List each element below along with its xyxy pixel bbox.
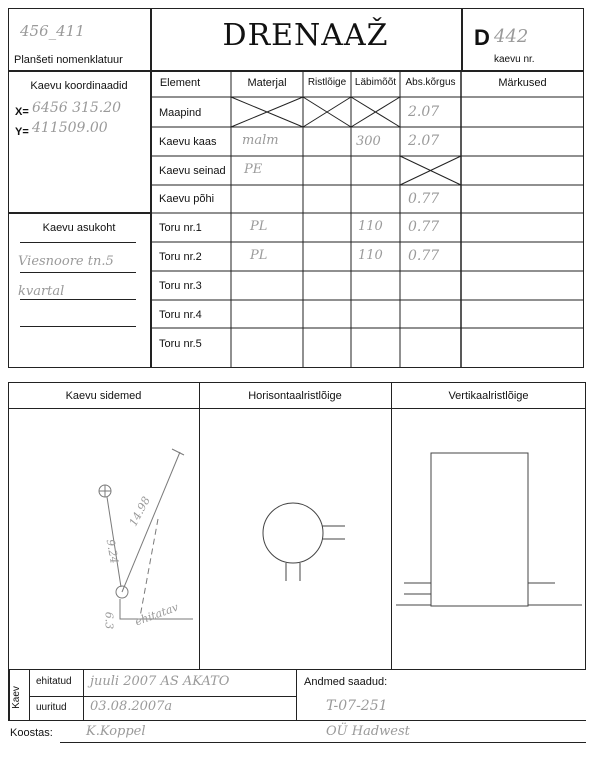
row-materjal: PL: [250, 248, 268, 263]
y-value: 411509.00: [32, 120, 108, 136]
well-label: [9, 688, 29, 708]
vertical-section-sketch: [392, 409, 587, 669]
divider: [20, 299, 136, 300]
row-element: Toru nr.3: [159, 280, 202, 292]
well-label-text: Kaev: [10, 686, 22, 709]
element-table: [150, 70, 584, 368]
divider: [29, 670, 30, 720]
row-materjal: malm: [242, 133, 279, 148]
coordinates-label: Kaevu koordinaadid: [30, 80, 128, 92]
row-element: Toru nr.1: [159, 222, 202, 234]
location-label: Kaevu asukoht: [42, 222, 116, 234]
connections-sketch: [8, 409, 199, 669]
row-labimoot: 300: [356, 134, 381, 149]
row-element: Kaevu seinad: [159, 165, 226, 177]
built-label: ehitatud: [36, 676, 72, 687]
x-label: X=: [15, 106, 29, 118]
row-abs: 2.07: [408, 133, 440, 149]
page-title: DRENAAŽ: [222, 18, 389, 53]
row-abs: 2.07: [408, 104, 440, 120]
horizontal-section-label: Horisontaalristlõige: [248, 390, 342, 402]
well-prefix: D: [474, 25, 490, 50]
side-note: ehitatav: [133, 600, 181, 629]
location-line-2: kvartal: [18, 284, 65, 299]
data-from-value: T-07-251: [326, 698, 388, 714]
connections-label: Kaevu sidemed: [65, 390, 142, 402]
dimension-2: 9.24: [103, 538, 121, 565]
row-materjal: PE: [244, 162, 263, 177]
col-header-element: Element: [159, 77, 201, 89]
sheet-nomenclature-label: Planšeti nomenklatuur: [14, 54, 123, 66]
row-abs: 0.77: [408, 219, 440, 235]
row-element: Kaevu põhi: [159, 193, 215, 205]
sheet-number: 456_411: [20, 22, 85, 40]
surveyed-value: 03.08.2007a: [90, 699, 173, 714]
row-element: Maapind: [159, 107, 202, 119]
divider: [8, 720, 586, 721]
divider: [29, 696, 296, 697]
horizontal-section-sketch: [200, 409, 392, 669]
row-materjal: PL: [250, 219, 268, 234]
location-line-1: Viesnoore tn.5: [18, 254, 114, 269]
col-header-ristloige: Ristlõige: [307, 77, 347, 88]
row-element: Toru nr.4: [159, 309, 202, 321]
divider: [8, 212, 150, 214]
divider: [20, 242, 136, 243]
row-abs: 0.77: [408, 248, 440, 264]
x-value: 6456 315.20: [32, 100, 122, 116]
col-header-labimoot: Läbimõõt: [354, 77, 397, 88]
surveyed-label: uuritud: [36, 702, 67, 713]
row-labimoot: 110: [358, 248, 383, 263]
compiled-company: OÜ Hadwest: [326, 724, 410, 739]
y-label: Y=: [15, 126, 29, 138]
row-abs: 0.77: [408, 191, 440, 207]
col-header-materjal: Materjal: [247, 77, 287, 89]
dimension-3: 6.3: [102, 611, 116, 630]
divider: [20, 326, 136, 327]
data-from-label: Andmed saadud:: [304, 676, 388, 688]
row-labimoot: 110: [358, 219, 383, 234]
divider: [20, 272, 136, 273]
row-element: Toru nr.5: [159, 338, 202, 350]
row-element: Toru nr.2: [159, 251, 202, 263]
compiled-name: K.Koppel: [86, 724, 146, 739]
row-element: Kaevu kaas: [159, 136, 217, 148]
compiled-label: Koostas:: [10, 727, 53, 739]
divider: [461, 8, 463, 70]
vertical-section-label: Vertikaalristlõige: [448, 390, 529, 402]
well-number: 442: [494, 26, 529, 47]
col-header-markused: Märkused: [498, 77, 547, 89]
divider: [296, 670, 297, 720]
dimension-1: 14.98: [126, 494, 153, 529]
built-value: juuli 2007 AS AKATO: [90, 674, 230, 689]
divider: [60, 742, 586, 743]
col-header-abs: Abs.kõrgus: [405, 77, 456, 88]
well-number-label: kaevu nr.: [494, 54, 535, 65]
divider: [83, 670, 84, 720]
